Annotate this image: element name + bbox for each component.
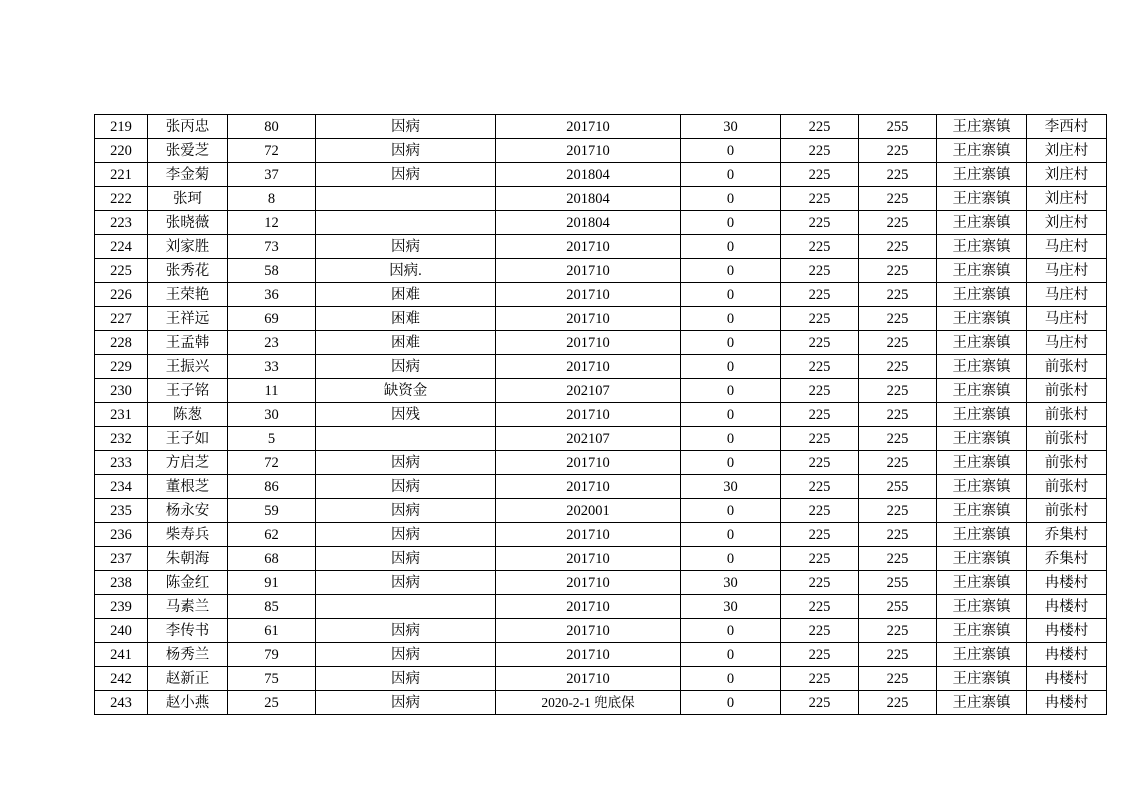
cell-village: 前张村 — [1027, 475, 1107, 499]
cell-age: 5 — [228, 427, 316, 451]
cell-reason: 因病 — [316, 115, 496, 139]
cell-a: 0 — [681, 187, 781, 211]
cell-date: 202107 — [496, 379, 681, 403]
cell-town: 王庄寨镇 — [937, 403, 1027, 427]
cell-reason: 因病 — [316, 163, 496, 187]
cell-c: 225 — [859, 211, 937, 235]
cell-village: 马庄村 — [1027, 307, 1107, 331]
cell-town: 王庄寨镇 — [937, 595, 1027, 619]
cell-age: 61 — [228, 619, 316, 643]
cell-reason: 因病 — [316, 667, 496, 691]
cell-c: 225 — [859, 163, 937, 187]
cell-village: 前张村 — [1027, 499, 1107, 523]
cell-b: 225 — [781, 235, 859, 259]
cell-reason: 因病 — [316, 523, 496, 547]
cell-age: 79 — [228, 643, 316, 667]
cell-date: 201710 — [496, 595, 681, 619]
cell-a: 30 — [681, 475, 781, 499]
cell-age: 25 — [228, 691, 316, 715]
cell-b: 225 — [781, 211, 859, 235]
table-row — [95, 523, 1107, 547]
cell-age: 23 — [228, 331, 316, 355]
cell-seq: 227 — [95, 307, 148, 331]
cell-village: 冉楼村 — [1027, 595, 1107, 619]
cell-name: 杨秀兰 — [148, 643, 228, 667]
cell-seq: 236 — [95, 523, 148, 547]
cell-name: 王孟韩 — [148, 331, 228, 355]
cell-c: 225 — [859, 403, 937, 427]
cell-date: 201710 — [496, 475, 681, 499]
cell-c: 225 — [859, 691, 937, 715]
cell-name: 董根芝 — [148, 475, 228, 499]
cell-town: 王庄寨镇 — [937, 163, 1027, 187]
cell-name: 王振兴 — [148, 355, 228, 379]
cell-c: 225 — [859, 499, 937, 523]
cell-village: 前张村 — [1027, 451, 1107, 475]
cell-town: 王庄寨镇 — [937, 115, 1027, 139]
cell-name: 王荣艳 — [148, 283, 228, 307]
cell-name: 王子铭 — [148, 379, 228, 403]
cell-reason: 困难 — [316, 331, 496, 355]
cell-a: 30 — [681, 571, 781, 595]
cell-seq: 225 — [95, 259, 148, 283]
cell-seq: 241 — [95, 643, 148, 667]
cell-date: 201710 — [496, 643, 681, 667]
cell-age: 62 — [228, 523, 316, 547]
cell-date: 201710 — [496, 259, 681, 283]
cell-age: 85 — [228, 595, 316, 619]
table-row — [95, 667, 1107, 691]
cell-reason: 因病 — [316, 451, 496, 475]
cell-town: 王庄寨镇 — [937, 211, 1027, 235]
cell-reason — [316, 427, 496, 451]
cell-town: 王庄寨镇 — [937, 187, 1027, 211]
cell-town: 王庄寨镇 — [937, 331, 1027, 355]
cell-date: 201710 — [496, 403, 681, 427]
cell-village: 冉楼村 — [1027, 643, 1107, 667]
cell-seq: 222 — [95, 187, 148, 211]
cell-village: 马庄村 — [1027, 283, 1107, 307]
cell-town: 王庄寨镇 — [937, 235, 1027, 259]
cell-reason: 缺资金 — [316, 379, 496, 403]
cell-reason: 因病 — [316, 499, 496, 523]
cell-date: 2020-2-1 兜底保 — [496, 691, 681, 715]
cell-b: 225 — [781, 283, 859, 307]
cell-reason: 困难 — [316, 307, 496, 331]
cell-a: 0 — [681, 523, 781, 547]
cell-age: 69 — [228, 307, 316, 331]
cell-name: 王子如 — [148, 427, 228, 451]
cell-seq: 240 — [95, 619, 148, 643]
cell-age: 11 — [228, 379, 316, 403]
cell-c: 225 — [859, 619, 937, 643]
cell-date: 201710 — [496, 115, 681, 139]
cell-b: 225 — [781, 691, 859, 715]
table-row — [95, 403, 1107, 427]
cell-date: 201710 — [496, 547, 681, 571]
cell-town: 王庄寨镇 — [937, 667, 1027, 691]
table-row — [95, 235, 1107, 259]
table-row — [95, 595, 1107, 619]
cell-town: 王庄寨镇 — [937, 499, 1027, 523]
cell-town: 王庄寨镇 — [937, 619, 1027, 643]
table-row — [95, 259, 1107, 283]
cell-village: 刘庄村 — [1027, 163, 1107, 187]
cell-village: 前张村 — [1027, 379, 1107, 403]
table-row — [95, 427, 1107, 451]
cell-b: 225 — [781, 187, 859, 211]
cell-b: 225 — [781, 499, 859, 523]
cell-seq: 228 — [95, 331, 148, 355]
cell-date: 201804 — [496, 187, 681, 211]
table-row — [95, 691, 1107, 715]
cell-age: 58 — [228, 259, 316, 283]
table-row — [95, 547, 1107, 571]
cell-c: 225 — [859, 523, 937, 547]
cell-b: 225 — [781, 115, 859, 139]
cell-age: 36 — [228, 283, 316, 307]
cell-village: 李西村 — [1027, 115, 1107, 139]
cell-b: 225 — [781, 595, 859, 619]
cell-town: 王庄寨镇 — [937, 547, 1027, 571]
table-row — [95, 451, 1107, 475]
cell-a: 0 — [681, 211, 781, 235]
cell-age: 80 — [228, 115, 316, 139]
cell-name: 张爱芝 — [148, 139, 228, 163]
cell-name: 朱朝海 — [148, 547, 228, 571]
cell-reason: 因病 — [316, 355, 496, 379]
cell-reason: 因病 — [316, 235, 496, 259]
cell-seq: 234 — [95, 475, 148, 499]
cell-a: 0 — [681, 307, 781, 331]
cell-reason: 困难 — [316, 283, 496, 307]
cell-seq: 220 — [95, 139, 148, 163]
cell-name: 王祥远 — [148, 307, 228, 331]
cell-village: 乔集村 — [1027, 523, 1107, 547]
cell-town: 王庄寨镇 — [937, 427, 1027, 451]
cell-a: 0 — [681, 283, 781, 307]
table-row — [95, 211, 1107, 235]
table-row — [95, 499, 1107, 523]
cell-name: 赵小燕 — [148, 691, 228, 715]
cell-date: 201804 — [496, 211, 681, 235]
cell-c: 225 — [859, 355, 937, 379]
cell-b: 225 — [781, 379, 859, 403]
cell-c: 225 — [859, 259, 937, 283]
cell-age: 68 — [228, 547, 316, 571]
cell-town: 王庄寨镇 — [937, 283, 1027, 307]
table-row — [95, 355, 1107, 379]
table-row — [95, 379, 1107, 403]
cell-b: 225 — [781, 307, 859, 331]
cell-date: 201710 — [496, 619, 681, 643]
cell-name: 李金菊 — [148, 163, 228, 187]
cell-reason: 因病 — [316, 691, 496, 715]
cell-date: 201710 — [496, 139, 681, 163]
table-row — [95, 571, 1107, 595]
cell-name: 李传书 — [148, 619, 228, 643]
cell-c: 225 — [859, 307, 937, 331]
cell-date: 201710 — [496, 571, 681, 595]
cell-age: 72 — [228, 451, 316, 475]
cell-village: 刘庄村 — [1027, 211, 1107, 235]
cell-b: 225 — [781, 667, 859, 691]
cell-b: 225 — [781, 619, 859, 643]
cell-village: 马庄村 — [1027, 259, 1107, 283]
cell-a: 0 — [681, 139, 781, 163]
cell-name: 柴寿兵 — [148, 523, 228, 547]
cell-b: 225 — [781, 331, 859, 355]
cell-reason: 因残 — [316, 403, 496, 427]
cell-a: 0 — [681, 619, 781, 643]
cell-date: 201710 — [496, 283, 681, 307]
cell-c: 225 — [859, 139, 937, 163]
cell-a: 0 — [681, 643, 781, 667]
table-row — [95, 331, 1107, 355]
cell-name: 张秀花 — [148, 259, 228, 283]
cell-age: 30 — [228, 403, 316, 427]
cell-town: 王庄寨镇 — [937, 523, 1027, 547]
table-row — [95, 283, 1107, 307]
cell-town: 王庄寨镇 — [937, 691, 1027, 715]
cell-reason: 因病 — [316, 475, 496, 499]
cell-date: 201804 — [496, 163, 681, 187]
cell-age: 33 — [228, 355, 316, 379]
cell-c: 255 — [859, 571, 937, 595]
cell-seq: 231 — [95, 403, 148, 427]
cell-name: 赵新正 — [148, 667, 228, 691]
cell-a: 30 — [681, 595, 781, 619]
cell-b: 225 — [781, 547, 859, 571]
cell-age: 75 — [228, 667, 316, 691]
cell-village: 冉楼村 — [1027, 691, 1107, 715]
cell-b: 225 — [781, 475, 859, 499]
cell-reason: 因病 — [316, 643, 496, 667]
cell-town: 王庄寨镇 — [937, 643, 1027, 667]
table-row — [95, 163, 1107, 187]
cell-village: 刘庄村 — [1027, 139, 1107, 163]
table-container — [94, 114, 1089, 715]
cell-b: 225 — [781, 571, 859, 595]
table-body — [95, 115, 1107, 715]
cell-a: 0 — [681, 499, 781, 523]
cell-village: 刘庄村 — [1027, 187, 1107, 211]
cell-town: 王庄寨镇 — [937, 259, 1027, 283]
cell-date: 201710 — [496, 667, 681, 691]
cell-a: 0 — [681, 163, 781, 187]
cell-town: 王庄寨镇 — [937, 307, 1027, 331]
cell-seq: 239 — [95, 595, 148, 619]
cell-date: 202001 — [496, 499, 681, 523]
cell-village: 马庄村 — [1027, 235, 1107, 259]
cell-seq: 243 — [95, 691, 148, 715]
cell-seq: 223 — [95, 211, 148, 235]
cell-seq: 237 — [95, 547, 148, 571]
cell-age: 8 — [228, 187, 316, 211]
cell-name: 杨永安 — [148, 499, 228, 523]
table-row — [95, 619, 1107, 643]
cell-date: 202107 — [496, 427, 681, 451]
cell-seq: 224 — [95, 235, 148, 259]
cell-reason: 因病 — [316, 571, 496, 595]
cell-village: 前张村 — [1027, 355, 1107, 379]
cell-seq: 230 — [95, 379, 148, 403]
cell-c: 225 — [859, 187, 937, 211]
cell-seq: 221 — [95, 163, 148, 187]
cell-age: 91 — [228, 571, 316, 595]
cell-name: 张晓薇 — [148, 211, 228, 235]
cell-c: 225 — [859, 451, 937, 475]
cell-a: 0 — [681, 259, 781, 283]
cell-a: 30 — [681, 115, 781, 139]
cell-b: 225 — [781, 427, 859, 451]
cell-date: 201710 — [496, 307, 681, 331]
table-row — [95, 139, 1107, 163]
cell-town: 王庄寨镇 — [937, 475, 1027, 499]
cell-a: 0 — [681, 379, 781, 403]
cell-b: 225 — [781, 259, 859, 283]
cell-a: 0 — [681, 547, 781, 571]
cell-date: 201710 — [496, 355, 681, 379]
cell-name: 陈金红 — [148, 571, 228, 595]
cell-date: 201710 — [496, 523, 681, 547]
cell-seq: 219 — [95, 115, 148, 139]
cell-c: 255 — [859, 595, 937, 619]
cell-reason: 因病. — [316, 259, 496, 283]
cell-a: 0 — [681, 331, 781, 355]
cell-b: 225 — [781, 139, 859, 163]
cell-village: 冉楼村 — [1027, 571, 1107, 595]
cell-c: 225 — [859, 547, 937, 571]
cell-b: 225 — [781, 403, 859, 427]
cell-b: 225 — [781, 355, 859, 379]
cell-village: 马庄村 — [1027, 331, 1107, 355]
cell-name: 刘家胜 — [148, 235, 228, 259]
cell-date: 201710 — [496, 235, 681, 259]
cell-a: 0 — [681, 667, 781, 691]
cell-c: 225 — [859, 643, 937, 667]
cell-village: 冉楼村 — [1027, 667, 1107, 691]
cell-age: 12 — [228, 211, 316, 235]
cell-c: 255 — [859, 475, 937, 499]
cell-a: 0 — [681, 235, 781, 259]
records-table — [94, 114, 1107, 715]
cell-town: 王庄寨镇 — [937, 355, 1027, 379]
cell-b: 225 — [781, 451, 859, 475]
cell-age: 72 — [228, 139, 316, 163]
cell-village: 乔集村 — [1027, 547, 1107, 571]
cell-age: 59 — [228, 499, 316, 523]
cell-c: 225 — [859, 379, 937, 403]
cell-town: 王庄寨镇 — [937, 571, 1027, 595]
table-row — [95, 307, 1107, 331]
cell-seq: 238 — [95, 571, 148, 595]
cell-name: 马素兰 — [148, 595, 228, 619]
cell-seq: 242 — [95, 667, 148, 691]
cell-a: 0 — [681, 427, 781, 451]
cell-c: 225 — [859, 283, 937, 307]
cell-date: 201710 — [496, 331, 681, 355]
cell-b: 225 — [781, 643, 859, 667]
cell-village: 前张村 — [1027, 403, 1107, 427]
cell-reason — [316, 211, 496, 235]
cell-village: 前张村 — [1027, 427, 1107, 451]
cell-date: 201710 — [496, 451, 681, 475]
cell-c: 255 — [859, 115, 937, 139]
cell-name: 陈葱 — [148, 403, 228, 427]
cell-a: 0 — [681, 691, 781, 715]
cell-town: 王庄寨镇 — [937, 139, 1027, 163]
table-row — [95, 187, 1107, 211]
cell-age: 86 — [228, 475, 316, 499]
cell-a: 0 — [681, 451, 781, 475]
cell-b: 225 — [781, 163, 859, 187]
cell-reason: 因病 — [316, 547, 496, 571]
table-row — [95, 475, 1107, 499]
cell-name: 张珂 — [148, 187, 228, 211]
cell-seq: 233 — [95, 451, 148, 475]
cell-a: 0 — [681, 403, 781, 427]
cell-village: 冉楼村 — [1027, 619, 1107, 643]
cell-c: 225 — [859, 235, 937, 259]
table-row — [95, 115, 1107, 139]
cell-a: 0 — [681, 355, 781, 379]
table-row — [95, 643, 1107, 667]
cell-b: 225 — [781, 523, 859, 547]
cell-name: 方启芝 — [148, 451, 228, 475]
cell-reason: 因病 — [316, 139, 496, 163]
cell-seq: 235 — [95, 499, 148, 523]
cell-age: 37 — [228, 163, 316, 187]
cell-reason: 因病 — [316, 619, 496, 643]
cell-seq: 232 — [95, 427, 148, 451]
cell-town: 王庄寨镇 — [937, 379, 1027, 403]
cell-name: 张丙忠 — [148, 115, 228, 139]
cell-age: 73 — [228, 235, 316, 259]
cell-seq: 229 — [95, 355, 148, 379]
cell-reason — [316, 187, 496, 211]
cell-seq: 226 — [95, 283, 148, 307]
cell-reason — [316, 595, 496, 619]
cell-town: 王庄寨镇 — [937, 451, 1027, 475]
cell-c: 225 — [859, 331, 937, 355]
cell-c: 225 — [859, 427, 937, 451]
cell-c: 225 — [859, 667, 937, 691]
